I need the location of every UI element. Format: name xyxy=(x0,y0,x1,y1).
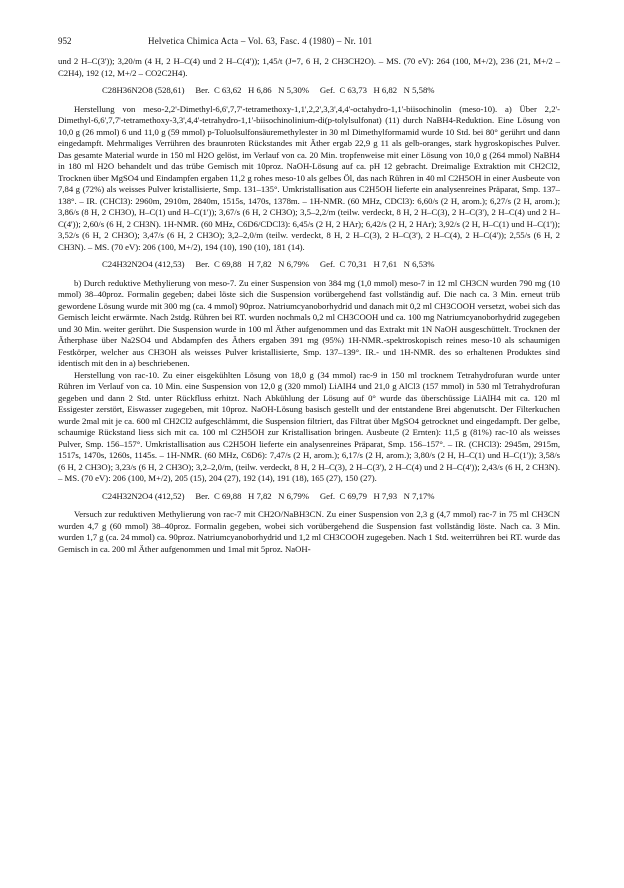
running-head: Helvetica Chimica Acta – Vol. 63, Fasc. 4 (1980) – Nr. 101 xyxy=(148,36,373,46)
elemental-analysis-rac-10: C24H32N2O4 (412,52) Ber. C 69,88 H 7,82 N 6,79% Gef. C 69,79 H 7,93 N 7,17% xyxy=(102,490,435,501)
elemental-analysis-meso-10: C24H32N2O4 (412,53) Ber. C 69,88 H 7,82 N 6,79% Gef. C 70,31 H 7,61 N 6,53% xyxy=(102,259,435,269)
journal-page xyxy=(58,36,560,555)
paragraph-ms-continuation: und 2 H–C(3')); 3,20/m (4 H, 2 H–C(4) und 2 H–C(4')); 1,45/t (J=7, 6 H, 2 CH3CH2O). – MS. (70 eV): 264 (100, M+/2), 236 (21, M+/2 – C2H4), 192 (12, M+/2 – CO2C2H4). xyxy=(58,56,560,78)
page-header xyxy=(58,36,560,50)
page-number: 952 xyxy=(58,36,72,46)
paragraph-reductive-methylation: b) Durch reduktive Methylierung von meso-7. Zu einer Suspension von 384 mg (1,0 mmol) meso-7 in 12 ml CH3CN wurden 790 mg (10 mmol) 38–40proz. Formalin gegeben; dabei löste sich die Suspension vorübergehend fast vollständig auf. Die nach ca. 3 Min. erneut trüb gewordene Lösung wurde mit 300 mg (ca. 4 mmol) 90proz. Natriumcyanoborhydrid und danach mit 0,2 ml CH3COOH versetzt, wobei sich das Gemisch leicht erwärmte. Nach 2stdg. Rühren bei RT. wurden nochmals 0,2 ml CH3COOH und ca. 100 mg Natriumcyanoborhydrid zugegeben und 30 Min. weiter gerührt. Die Suspension wurde in 100 ml Äther aufgenommen und das Extrakt mit 1N NaOH ausgeschüttelt. Trocknen der Ätherphase über Na2SO4 und Abdampfen des Äthers ergaben 391 mg (95%) 1H-NMR.-spektroskopisch reines meso-10 als schaumigen Festkörper, welcher aus CH3OH als weisses Pulver kristallisierte, Smp. 137–139°. IR.- und 1H-NMR. des so erhaltenen Produktes sind identisch mit den in a) beschriebenen. xyxy=(58,277,560,368)
paragraph-meso-10-preparation: Herstellung von meso-2,2'-Dimethyl-6,6',7,7'-tetramethoxy-1,1',2,2',3,3',4,4'-octahydro-1,1'-biisochinolin (meso-10). a) Über 2,2'-Dimethyl-6,6',7,7'-tetramethoxy-3,3',4,4'-tetrahydro-1,1'-biisochinolinium-di(p-tolylsulfonat) (11) durch NaBH4-Reduktion. Eine Lösung von 10,0 g (26 mmol) 6 und 11,0 g (59 mmol) p-Toluolsulfonsäuremethylester in 30 ml Dimethylformamid wurde 10 Std. bei 80° gerührt und dann eingedampft. Mehrmaliges Verrühren des braunroten Rückstandes mit Äther ergab 22,9 g 11 als gelb-oranges, stark hygroskopisches Pulver. Das gesamte Material wurde in 150 ml H2O gelöst, im Verlauf von ca. 20 Min. tropfenweise mit einer Lösung von 10,0 g (264 mmol) NaBH4 in 180 ml H2O behandelt und das trübe Gemisch mit 10proz. NaOH-Lösung auf ca. pH 12 gebracht. Dreimalige Extraktion mit CH2Cl2, Trocknen über MgSO4 und Eindampfen ergaben 11,2 g rohes meso-10 als gelbes Öl, das nach Rühren in 40 ml C2H5OH in einer Ausbeute von 7,84 g (72%) als weisses Pulver kristallisierte, Smp. 131–135°. Umkristallisation aus C2H5OH lieferte ein analysenreines Präparat, Smp. 137–138°. – IR. (CHCl3): 2960m, 2910m, 2840m, 1515s, 1470s, 1378m. – 1H-NMR. (60 MHz, CDCl3): 6,60/s (2 H, arom.); 6,27/s (2 H, arom.); 3,86/s (8 H, 2 CH3O), H–C(1) und H–C(1')); 3,67/s (6 H, 2 CH3O); 3,5–2,2/m (teilw. verdeckt, 8 H, 2 H–C(3), 2 H–C(3'), 2 H–C(4) und 2 H–C(4')); 2,60/s (6 H, 2 CH3N). 1H-NMR. (60 MHz, C6D6/CDCl3): 6,45/s (2 H, 2 HAr); 6,42/s (2 H, 2 HAr); 3,92/s (2 H, H–C(1) und H–C(1')); 3,52/s (6 H, 2 CH3O); 3,47/s (6 H, 2 CH3O); 3,2–2,0/m (teilw. verdeckt, 8 H, 2 H–C(3), 2 H–C(3'), 2 H–C(4), 2 H–C(4')); 2,55/s (6 H, 2 CH3N). – MS. (70 eV): 206 (100, M+/2), 194 (10), 190 (10), 181 (14). xyxy=(58,103,560,252)
elemental-analysis-c28: C28H36N2O8 (528,61) Ber. C 63,62 H 6,86 N 5,30% Gef. C 63,73 H 6,82 N 5,58% xyxy=(102,85,435,95)
paragraph-rac-7-methylation-attempt: Versuch zur reduktiven Methylierung von rac-7 mit CH2O/NaBH3CN. Zu einer Suspension von 2,3 g (4,7 mmol) rac-7 in 75 ml CH3CN wurden 4,7 g (60 mmol) 38–40proz. Formalin gegeben, wobei sich vorübergehend die Suspension fast vollständig löste. Nach ca. 3 Min. wurden 1,7 g (ca. 24 mmol) ca. 90proz. Natriumcyanoborhydrid und 1,2 ml CH3COOH zugegeben. Nach 1 Std. weiterrühren bei RT. wurde das Gemisch in ca. 200 ml Äther aufgenommen und 1mal mit 5proz. NaOH- xyxy=(58,509,560,554)
paragraph-rac-10-preparation: Herstellung von rac-10. Zu einer eisgekühlten Lösung von 18,0 g (34 mmol) rac-9 in 150 ml trocknem Tetrahydrofuran wurde unter Rühren im Verlauf von ca. 10 Min. eine Suspension von 12,0 g (320 mmol) LiAlH4 und 21,0 g AlCl3 (157 mmol) in 530 ml Tetrahydrofuran gegeben und dann 2 Std. unter Rückfluss erhitzt. Nach Abkühlung der Lösung auf 0° wurde das überschüssige LiAlH4 mit ca. 120 ml Essigester zerstört, Eiswasser zugegeben, mit 10proz. NaOH-Lösung basisch gestellt und der entstandene Brei abgenutscht. Der Filterkuchen wurde 2mal mit je ca. 600 ml CH2Cl2 aufgeschlämmt, die Suspension filtriert, das Filtrat über MgSO4 getrocknet und eingedampft. Der gelbe, schaumige Rückstand liess sich mit ca. 100 ml C2H5OH zur Kristallisation bringen. Ausbeute (2 Ernten): 11,5 g (81%) rac-10 als weisses Pulver, Smp. 156–157°. Umkristallisation aus C2H5OH lieferte ein analysenreines Präparat, Smp. 156–157°. – IR. (CHCl3): 2945m, 2915m, 1517s, 1470s, 1260s, 1145s. – 1H-NMR. (60 MHz, C6D6): 7,47/s (2 H, arom.); 6,17/s (2 H, arom.); 3,80/s (2 H, H–C(1) und H–C(1')); 3,58/s (6 H, 2 CH3O); 3,23/s (6 H, 2 CH3O); 3,2–2,0/m, (teilw. verdeckt, 8 H, 2 H–C(3), 2 H–C(3'), 2 H–C(4) und 2 H–C(4')); 2,43/s (6 H, 2 CH3N). – MS. (70 eV): 206 (100, M+/2), 205 (15), 204 (27), 192 (14), 191 (18), 165 (27), 150 (27). xyxy=(58,369,560,483)
